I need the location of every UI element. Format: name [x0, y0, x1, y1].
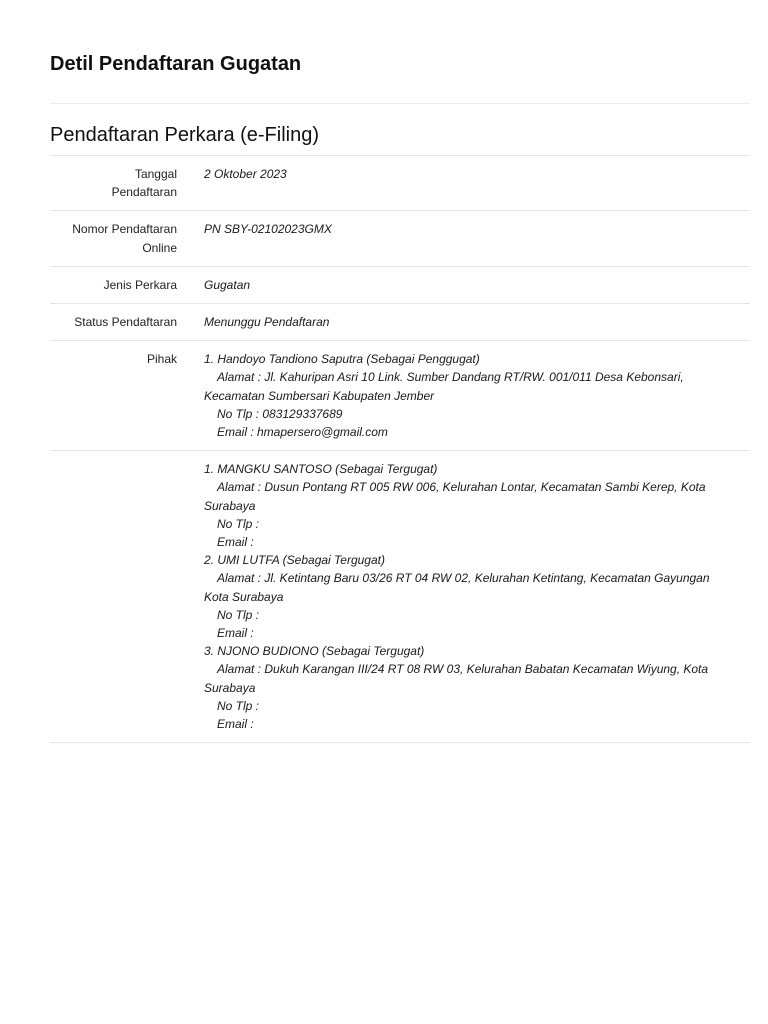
party-address: Alamat : Dusun Pontang RT 005 RW 006, Kelurahan Lontar, Kecamatan Sambi Kerep, Kota: [217, 480, 706, 495]
party-address-cont: Kota Surabaya: [204, 589, 284, 604]
row-label: [50, 304, 177, 341]
party-phone: No Tlp :: [217, 516, 260, 531]
label-line: Pihak: [146, 352, 177, 367]
section-title: Pendaftaran Perkara (e-Filing): [50, 124, 320, 146]
row-pihak-penggugat: [50, 341, 750, 451]
row-value: 2 Oktober 2023: [204, 167, 287, 181]
penggugat-list: [177, 341, 750, 451]
party-email: Email :: [217, 626, 254, 641]
label-line: Online: [142, 240, 177, 255]
party-name: 3. NJONO BUDIONO (Sebagai Tergugat): [204, 644, 425, 659]
row-tanggal-pendaftaran: [50, 156, 750, 211]
row-value: Menunggu Pendaftaran: [204, 315, 330, 330]
row-label: [50, 341, 177, 451]
party-email: Email :: [217, 535, 254, 550]
party-entry: [204, 350, 750, 441]
label-line: Nomor Pendaftaran: [72, 222, 177, 237]
row-pihak-tergugat: [50, 451, 750, 743]
party-entry: [204, 551, 750, 642]
row-label: [50, 211, 177, 266]
party-email: Email :: [217, 717, 254, 732]
party-phone: No Tlp :: [217, 698, 260, 713]
title-divider: [50, 103, 750, 104]
tergugat-list: [177, 451, 750, 743]
party-name: 2. UMI LUTFA (Sebagai Tergugat): [204, 553, 385, 568]
label-line: Status Pendaftaran: [74, 315, 177, 330]
party-phone: No Tlp : 083129337689: [217, 406, 343, 421]
label-line: Tanggal: [134, 167, 177, 181]
party-entry: [204, 460, 750, 551]
row-value: Gugatan: [204, 277, 251, 292]
party-address-cont: Surabaya: [204, 680, 256, 695]
party-address-cont: Surabaya: [204, 498, 256, 513]
registration-detail-table: [50, 155, 750, 743]
row-label: [50, 156, 177, 211]
party-email: Email : hmapersero@gmail.com: [217, 425, 388, 440]
row-status-pendaftaran: [50, 304, 750, 341]
label-line: Pendaftaran: [111, 185, 177, 200]
party-address: Alamat : Jl. Kahuripan Asri 10 Link. Sumber Dandang RT/RW. 001/011 Desa Kebonsari,: [217, 370, 684, 385]
row-nomor-pendaftaran: [50, 211, 750, 266]
row-value: PN SBY-02102023GMX: [204, 222, 332, 237]
party-name: 1. MANGKU SANTOSO (Sebagai Tergugat): [204, 462, 438, 477]
party-address: Alamat : Jl. Ketintang Baru 03/26 RT 04 RW 02, Kelurahan Ketintang, Kecamatan Gayungan: [217, 571, 710, 586]
party-phone: No Tlp :: [217, 607, 260, 622]
party-address: Alamat : Dukuh Karangan III/24 RT 08 RW 03, Kelurahan Babatan Kecamatan Wiyung, Kota: [217, 662, 709, 677]
party-entry: [204, 642, 750, 733]
row-label-empty: [50, 451, 177, 743]
row-label: [50, 266, 177, 303]
label-line: Jenis Perkara: [103, 277, 177, 292]
party-address-cont: Kecamatan Sumbersari Kabupaten Jember: [204, 388, 435, 403]
party-name: 1. Handoyo Tandiono Saputra (Sebagai Penggugat): [204, 352, 480, 367]
page-title: Detil Pendaftaran Gugatan: [50, 53, 302, 75]
row-jenis-perkara: [50, 266, 750, 303]
